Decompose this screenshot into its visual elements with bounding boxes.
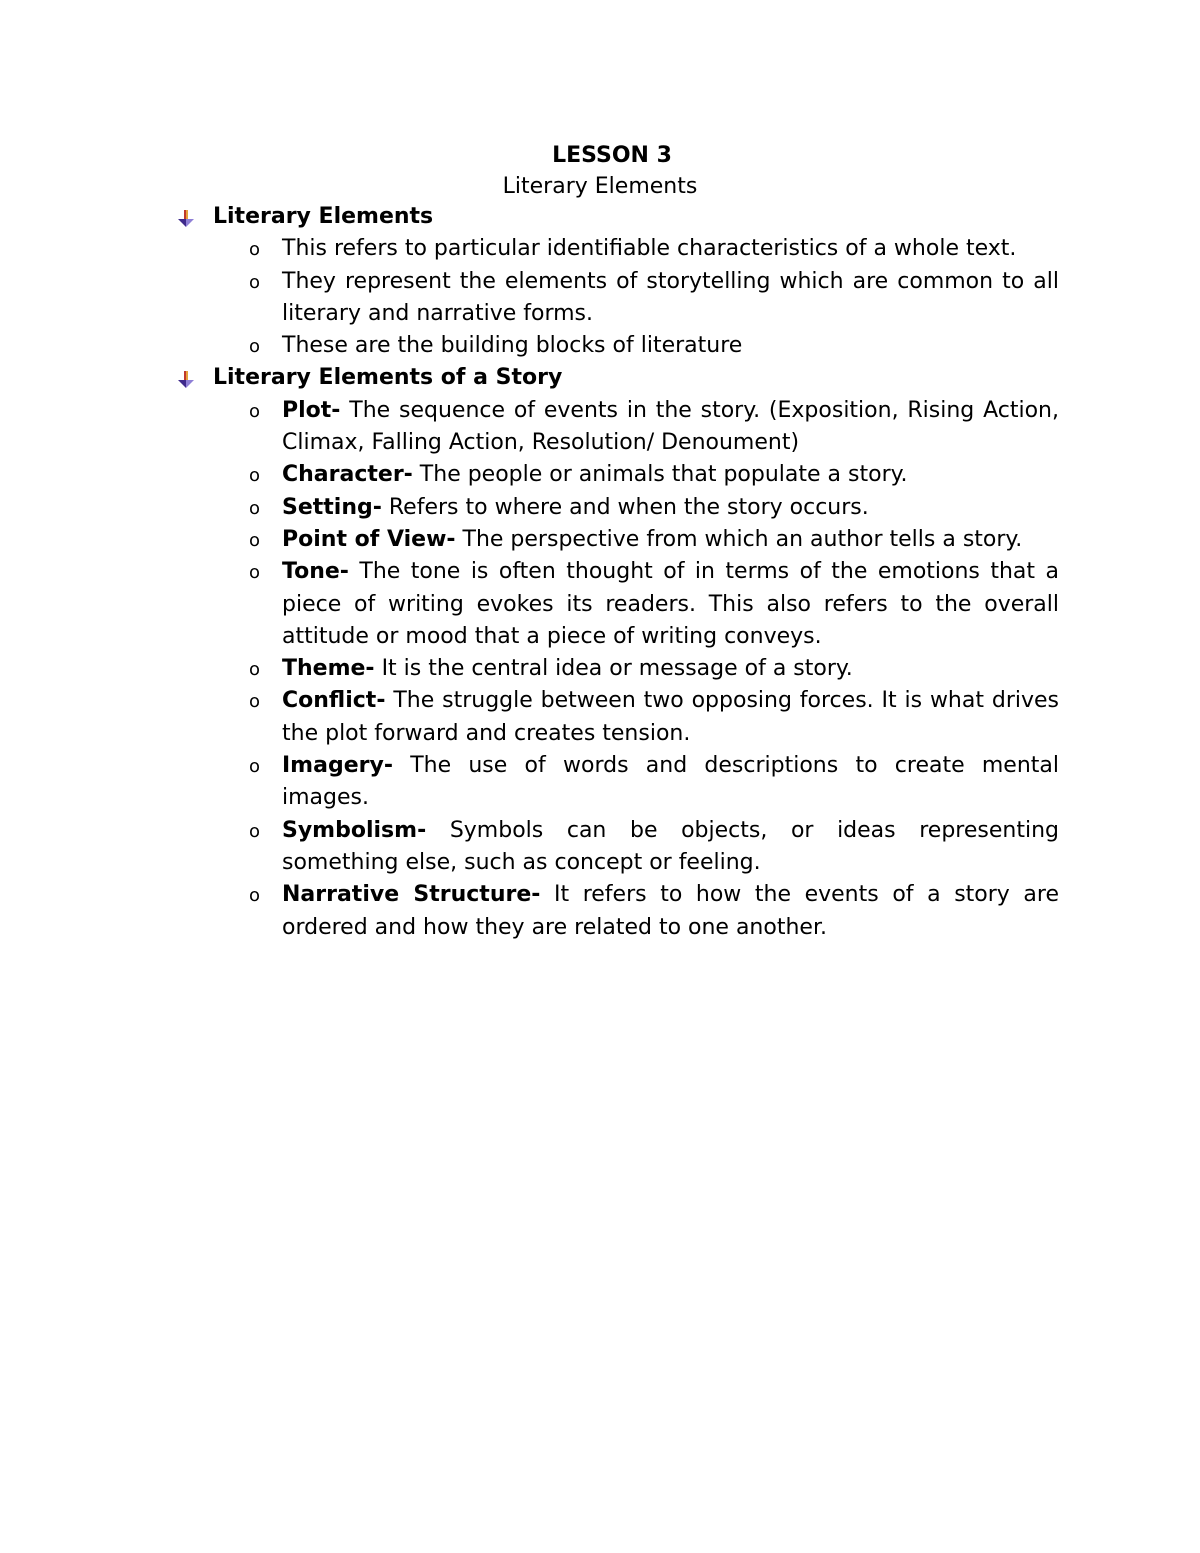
- item-text: The tone is often thought of in terms of the emotions that a piece of writing evokes its readers. This also refers to the overall attitude or mood that a piece of writing conveys.: [282, 559, 1059, 649]
- item-text: Symbols can be objects, or ideas representing something else, such as concept or feeling.: [282, 817, 1059, 875]
- down-arrow-bullet-icon: [177, 210, 195, 228]
- item-text: This refers to particular identifiable characteristics of a whole text.: [282, 236, 1017, 262]
- circle-bullet-icon: o: [249, 336, 261, 358]
- item-text: The use of words and descriptions to create mental images.: [282, 753, 1059, 811]
- item-term: Narrative Structure-: [282, 882, 541, 908]
- item-text: The perspective from which an author tells a story.: [455, 526, 1023, 552]
- list-item: [175, 815, 1059, 880]
- item-term: Character-: [282, 462, 413, 488]
- circle-bullet-icon: o: [249, 659, 261, 681]
- list-item: [175, 459, 1059, 491]
- item-term: Setting-: [282, 494, 382, 520]
- list-item: [175, 879, 1059, 944]
- circle-bullet-icon: o: [249, 497, 261, 519]
- item-term: Conflict-: [282, 688, 386, 714]
- circle-bullet-icon: o: [249, 465, 261, 487]
- list-item: [175, 233, 1059, 265]
- lesson-content: [175, 201, 1059, 944]
- section-heading-text: Literary Elements of a Story: [213, 365, 563, 391]
- item-text: The people or animals that populate a story.: [412, 462, 908, 488]
- circle-bullet-icon: o: [249, 271, 261, 293]
- item-term: Symbolism-: [282, 817, 427, 843]
- circle-bullet-icon: o: [249, 885, 261, 907]
- item-term: Imagery-: [282, 753, 393, 779]
- item-text: It refers to how the events of a story are ordered and how they are related to one another.: [282, 882, 1059, 940]
- list-item: [175, 750, 1059, 815]
- list-item: [175, 492, 1059, 524]
- outline-section: [175, 201, 1059, 362]
- list-item: [175, 685, 1059, 750]
- list-item: [175, 266, 1059, 331]
- item-text: The struggle between two opposing forces. It is what drives the plot forward and creates tension.: [282, 688, 1059, 746]
- item-list: [175, 233, 1059, 362]
- item-text: They represent the elements of storytelling which are common to all literary and narrative forms.: [282, 268, 1059, 326]
- list-item: [175, 524, 1059, 556]
- circle-bullet-icon: o: [249, 529, 261, 551]
- item-text: It is the central idea or message of a story.: [374, 656, 853, 682]
- lesson-title: LESSON 3: [552, 143, 672, 168]
- circle-bullet-icon: o: [249, 562, 261, 584]
- item-text: The sequence of events in the story. (Exposition, Rising Action, Climax, Falling Action, Resolution/ Denoument): [282, 397, 1059, 456]
- list-item: [175, 653, 1059, 685]
- item-term: Plot-: [282, 397, 341, 423]
- section-heading: [175, 362, 1059, 394]
- circle-bullet-icon: o: [249, 400, 261, 422]
- circle-bullet-icon: o: [249, 691, 261, 713]
- down-arrow-bullet-icon: [177, 371, 195, 389]
- lesson-subtitle: Literary Elements: [502, 174, 698, 199]
- item-text: These are the building blocks of literature: [282, 333, 743, 359]
- section-heading: [175, 201, 1059, 233]
- circle-bullet-icon: o: [249, 239, 261, 261]
- circle-bullet-icon: o: [249, 820, 261, 842]
- section-heading-text: Literary Elements: [213, 204, 434, 229]
- item-list: [175, 395, 1059, 944]
- item-term: Theme-: [282, 656, 375, 682]
- circle-bullet-icon: o: [249, 756, 261, 778]
- list-item: [175, 395, 1059, 460]
- item-term: Point of View-: [282, 526, 456, 552]
- item-term: Tone-: [282, 559, 349, 585]
- list-item: [175, 330, 1059, 362]
- outline-section: [175, 362, 1059, 943]
- list-item: [175, 556, 1059, 653]
- item-text: Refers to where and when the story occurs.: [381, 494, 869, 520]
